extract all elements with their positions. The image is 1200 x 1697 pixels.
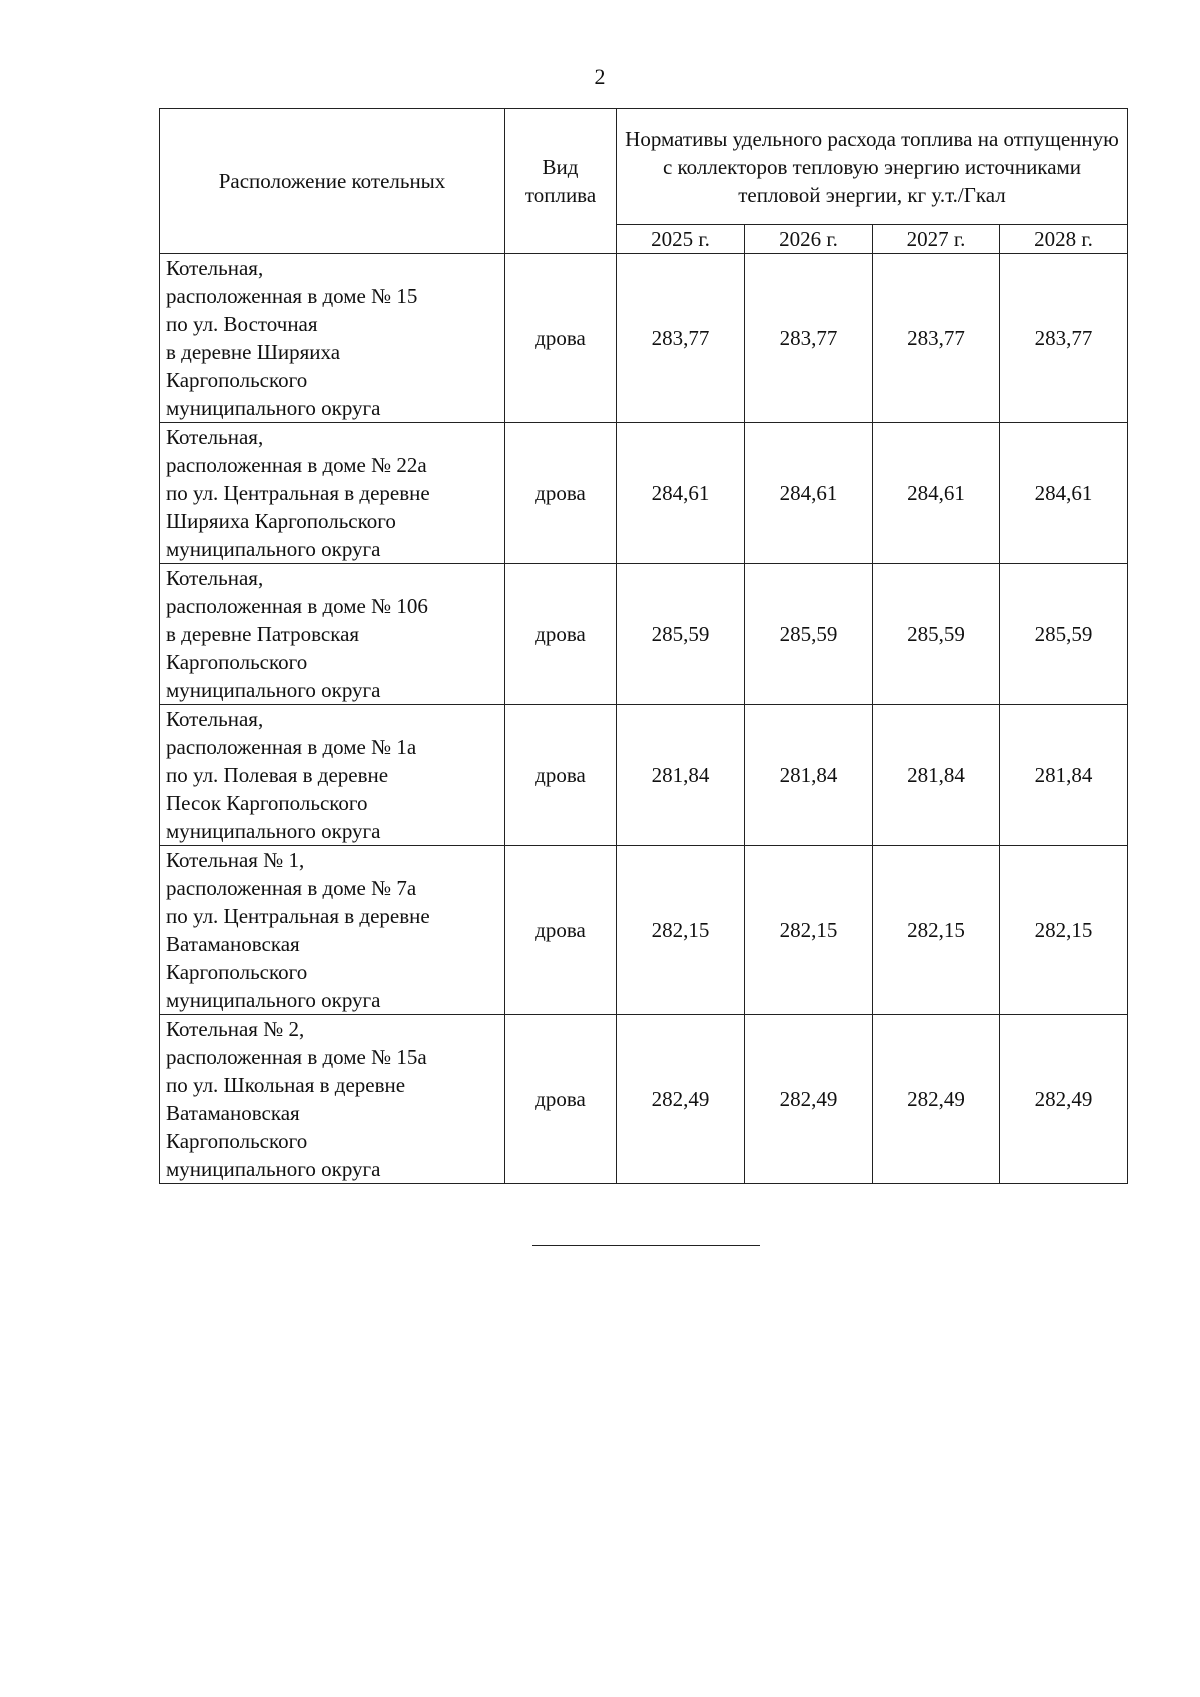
norm-value-2025: 285,59 — [617, 564, 745, 705]
header-year-2028: 2028 г. — [1000, 225, 1128, 254]
norm-value-2025: 282,15 — [617, 846, 745, 1015]
boiler-location: Котельная № 2, расположенная в доме № 15а по ул. Школьная в деревне Ватамановская Каргопольского муниципального округа — [160, 1015, 505, 1184]
norm-value-2025: 282,49 — [617, 1015, 745, 1184]
norm-value-2028: 284,61 — [1000, 423, 1128, 564]
fuel-type: дрова — [505, 846, 617, 1015]
header-location: Расположение котельных — [160, 109, 505, 254]
norm-value-2027: 282,15 — [873, 846, 1000, 1015]
norm-value-2027: 281,84 — [873, 705, 1000, 846]
norm-value-2026: 283,77 — [745, 254, 873, 423]
fuel-norms-table — [159, 108, 1128, 1184]
norm-value-2027: 285,59 — [873, 564, 1000, 705]
norm-value-2028: 282,49 — [1000, 1015, 1128, 1184]
fuel-type: дрова — [505, 1015, 617, 1184]
norm-value-2026: 282,49 — [745, 1015, 873, 1184]
closing-rule — [532, 1245, 760, 1246]
fuel-type: дрова — [505, 423, 617, 564]
fuel-type: дрова — [505, 564, 617, 705]
boiler-location: Котельная № 1, расположенная в доме № 7а по ул. Центральная в деревне Ватамановская Каргопольского муниципального округа — [160, 846, 505, 1015]
norm-value-2026: 284,61 — [745, 423, 873, 564]
fuel-type: дрова — [505, 254, 617, 423]
norm-value-2026: 281,84 — [745, 705, 873, 846]
table-row — [160, 254, 1128, 423]
fuel-type: дрова — [505, 705, 617, 846]
header-year-2025: 2025 г. — [617, 225, 745, 254]
table-row — [160, 846, 1128, 1015]
table-row — [160, 1015, 1128, 1184]
norm-value-2027: 283,77 — [873, 254, 1000, 423]
norm-value-2026: 282,15 — [745, 846, 873, 1015]
header-year-2026: 2026 г. — [745, 225, 873, 254]
norm-value-2027: 282,49 — [873, 1015, 1000, 1184]
norm-value-2025: 284,61 — [617, 423, 745, 564]
header-year-2027: 2027 г. — [873, 225, 1000, 254]
header-norms: Нормативы удельного расхода топлива на отпущенную с коллекторов тепловую энергию источниками тепловой энергии, кг у.т./Гкал — [617, 109, 1128, 225]
boiler-location: Котельная, расположенная в доме № 1а по ул. Полевая в деревне Песок Каргопольского муниципального округа — [160, 705, 505, 846]
boiler-location: Котельная, расположенная в доме № 22а по ул. Центральная в деревне Ширяиха Каргопольского муниципального округа — [160, 423, 505, 564]
table-header — [160, 109, 1128, 254]
boiler-location: Котельная, расположенная в доме № 15 по ул. Восточная в деревне Ширяиха Каргопольского муниципального округа — [160, 254, 505, 423]
norm-value-2028: 281,84 — [1000, 705, 1128, 846]
norm-value-2025: 283,77 — [617, 254, 745, 423]
page-number: 2 — [594, 64, 606, 89]
norm-value-2025: 281,84 — [617, 705, 745, 846]
norm-value-2026: 285,59 — [745, 564, 873, 705]
table-row — [160, 423, 1128, 564]
boiler-location: Котельная, расположенная в доме № 106 в деревне Патровская Каргопольского муниципального округа — [160, 564, 505, 705]
header-fuel-type: Вид топлива — [505, 109, 617, 254]
table-row — [160, 705, 1128, 846]
norm-value-2028: 283,77 — [1000, 254, 1128, 423]
norm-value-2028: 282,15 — [1000, 846, 1128, 1015]
norm-value-2027: 284,61 — [873, 423, 1000, 564]
table-row — [160, 564, 1128, 705]
norm-value-2028: 285,59 — [1000, 564, 1128, 705]
